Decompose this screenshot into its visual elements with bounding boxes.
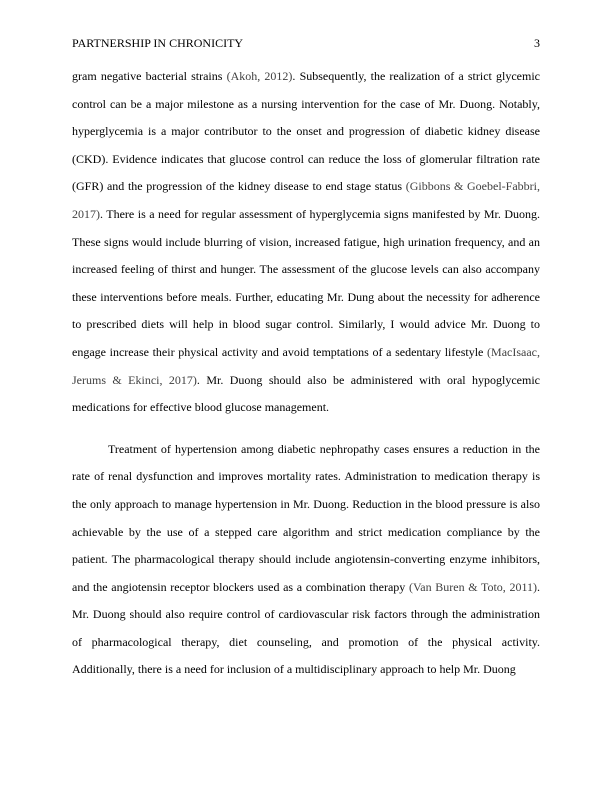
text-line [72, 634, 540, 662]
citation: (Akoh, 2012) [226, 69, 293, 83]
text-segment: these interventions before meals. Further, educating Mr. Dung about the necessity for adherence [72, 289, 540, 304]
citation: 2017) [72, 206, 100, 221]
text-segment: . Subsequently, the realization of a strict glycemic [292, 69, 540, 83]
text-segment: achievable by the use of a stepped care algorithm and strict medication compliance by the [72, 524, 540, 539]
text-line [72, 68, 540, 96]
text-line [72, 661, 540, 689]
page-number: 3 [534, 36, 540, 50]
text-line [72, 178, 540, 206]
text-line [72, 261, 540, 289]
citation: (MacIsaac, [487, 344, 540, 359]
paragraph [72, 68, 540, 427]
text-line [72, 551, 540, 579]
text-segment: rate of renal dysfunction and improves mortality rates. Administration to medication therapy is [72, 469, 540, 484]
text-line [72, 151, 540, 179]
text-line [72, 579, 540, 607]
text-segment: the only approach to manage hypertension in Mr. Duong. Reduction in the blood pressure is also [72, 496, 540, 511]
text-segment: of pharmacological therapy, diet counseling, and promotion of the physical activity. [72, 634, 540, 649]
text-segment: gram negative bacterial strains [72, 69, 227, 83]
text-segment: These signs would include blurring of vision, increased fatigue, high urination frequency, and an [72, 234, 540, 249]
running-head: PARTNERSHIP IN CHRONICITY [72, 36, 244, 50]
text-segment: patient. The pharmacological therapy should include angiotensin-converting enzyme inhibitors, [72, 552, 540, 567]
text-line [72, 399, 540, 427]
text-line [72, 289, 540, 317]
text-segment: increased feeling of thirst and hunger. The assessment of the glucose levels can also accompany [72, 262, 540, 277]
paragraph [72, 441, 540, 689]
text-segment: medications for effective blood glucose management. [72, 400, 330, 415]
text-line [72, 316, 540, 344]
text-segment: . [537, 579, 540, 594]
page-header [72, 36, 540, 52]
body-text [72, 68, 540, 689]
text-segment: to prescribed diets will help in blood sugar control. Similarly, I would advice Mr. Duong to [72, 317, 540, 332]
text-line [72, 96, 540, 124]
text-segment: and the angiotensin receptor blockers used as a combination therapy [72, 579, 409, 594]
text-segment: Treatment of hypertension among diabetic nephropathy cases ensures a reduction in the [108, 441, 540, 456]
text-line [72, 206, 540, 234]
text-segment: (CKD). Evidence indicates that glucose control can reduce the loss of glomerular filtration rate [72, 151, 540, 166]
text-line [72, 441, 540, 469]
text-line [72, 234, 540, 262]
citation: (Gibbons & Goebel-Fabbri, [405, 179, 540, 194]
text-line [72, 372, 540, 400]
citation: (Van Buren & Toto, 2011) [408, 579, 537, 594]
paragraph-gap [72, 427, 540, 441]
text-segment: hyperglycemia is a major contributor to the onset and progression of diabetic kidney disease [72, 124, 540, 139]
text-line [72, 468, 540, 496]
text-segment: (GFR) and the progression of the kidney disease to end stage status [72, 179, 406, 194]
text-segment: engage increase their physical activity and avoid temptations of a sedentary lifestyle [72, 344, 488, 359]
text-segment: Additionally, there is a need for inclusion of a multidisciplinary approach to help Mr. Duong [72, 662, 516, 677]
citation: Jerums & Ekinci, 2017) [72, 372, 197, 387]
text-line [72, 496, 540, 524]
text-line [72, 524, 540, 552]
text-line [72, 606, 540, 634]
text-segment: Mr. Duong should also require control of cardiovascular risk factors through the administration [72, 607, 540, 622]
text-segment: control can be a major milestone as a nursing intervention for the case of Mr. Duong. Notably, [72, 96, 540, 111]
text-segment: . There is a need for regular assessment of hyperglycemia signs manifested by Mr. Duong. [100, 206, 540, 221]
text-segment: . Mr. Duong should also be administered with oral hypoglycemic [196, 372, 540, 387]
text-line [72, 344, 540, 372]
text-line [72, 123, 540, 151]
